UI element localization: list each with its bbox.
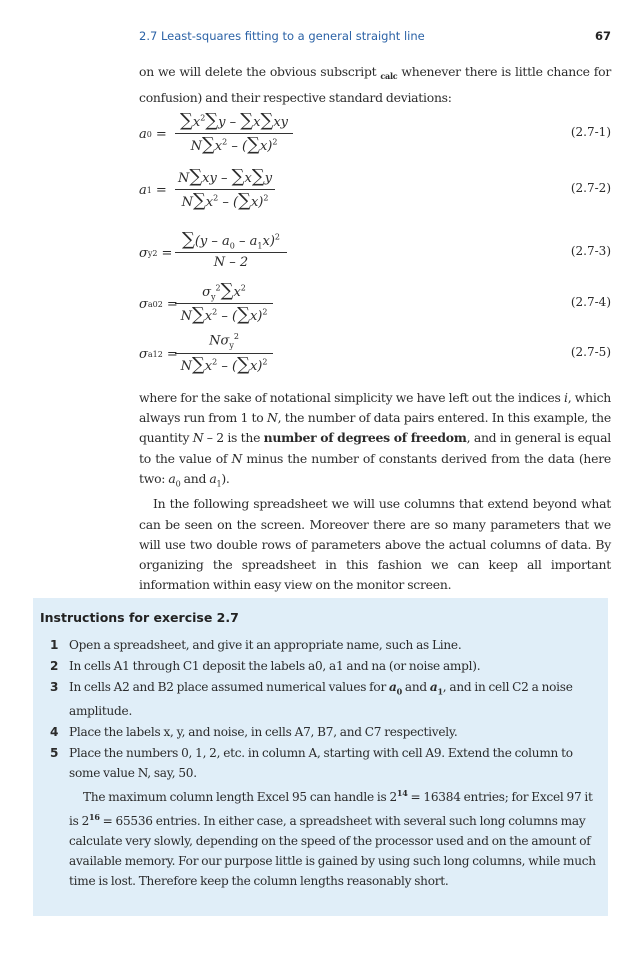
intro-text-a: on we will delete the obvious subscript <box>139 64 381 79</box>
instructions-title: Instructions for exercise 2.7 <box>40 610 239 625</box>
instruction-step: 2 In cells A1 through C1 deposit the labels a0, a1 and na (or noise ampl). <box>50 659 481 673</box>
body-paragraphs <box>139 388 611 596</box>
equation-2-7-1: a 0 = $\sum x^2\sum y - \sum x\sum xy$ $N\sum x^2 - (\sum x)^2$ (2.7-1) <box>139 110 611 155</box>
equation-number: (2.7-1) <box>570 125 611 139</box>
section-title: 2.7 Least-squares fitting to a general straight line <box>139 29 425 43</box>
instruction-step: 4 Place the labels x, y, and noise, in cells A7, B7, and C7 respectively. <box>50 725 458 740</box>
instruction-step: 1 Open a spreadsheet, and give it an appropriate name, such as Line. <box>50 638 462 652</box>
instruction-step: 5 Place the numbers 0, 1, 2, etc. in column A, starting with cell A9. Extend the column to some value N, say, 50. The maximum column length Excel 95 can handle is $2^{14} = 16384$ entries; for Excel 97 it is $2^{16} = 65536$ entries. In either case, a spreadsheet with several such long columns may calculate very slowly, depending on the speed of the processor used and on the amount of available memory. For our purpose little is gained by using such long columns, while much time is lost. Therefore keep the column lengths reasonably short. <box>41 743 596 891</box>
excel-note: The maximum column length Excel 95 can handle is $2^{14} = 16384$ entries; for Excel 97 it is $2^{16} = 65536$ entries. In either case, a spreadsheet with several such long columns may calculate very slowly, depending on the speed of the processor used and on the amount of available memory. For our purpose little is gained by using such long columns, while much time is lost. Therefore keep the column lengths reasonably short. <box>69 788 596 889</box>
equation-number: (2.7-4) <box>570 295 611 309</box>
page-number: 67 <box>594 29 611 43</box>
bold-term: number of degrees of freedom <box>263 430 467 446</box>
instruction-step: 3 In cells A2 and B2 place assumed numerical values for $a_0$ and $a_1$, and in cell C2 a noise amplitude. <box>50 680 573 719</box>
instructions-box <box>33 598 608 916</box>
equation-2-7-3: σ y 2 = $\sum(y - a_0 - a_1x)^2$ N – 2 (2.7-3) <box>139 229 611 270</box>
paragraph-degrees-of-freedom: where for the sake of notational simplicity we have left out the indices i, which always run from 1 to N, the number of data pairs entered. In this example, the quantity N – 2 is the number of degrees of freedom, and in general is equal to the value of N minus the number of constants derived from the data (here two: $a_0$ and $a_1$). <box>139 390 612 489</box>
running-head <box>139 29 611 43</box>
equation-2-7-5: σ a1 2 = $N\sigma_y^2$ $N\sum x^2 - (\sum x)^2$ (2.7-5) <box>139 332 611 375</box>
equation-2-7-2: a 1 = N∑xy – ∑x∑y $N\sum x^2 - (\sum x)^2$ (2.7-2) <box>139 166 611 211</box>
calc-subscript: calc <box>380 71 398 82</box>
equation-number: (2.7-5) <box>570 345 611 359</box>
intro-paragraph <box>139 62 611 108</box>
equation-number: (2.7-2) <box>570 181 611 195</box>
equation-number: (2.7-3) <box>570 244 611 258</box>
equation-2-7-4: σ a0 2 = $\sigma_y^2\sum x^2$ $N\sum x^2 - (\sum x)^2$ (2.7-4) <box>139 280 611 325</box>
instruction-list <box>41 635 596 892</box>
paragraph-spreadsheet-layout: In the following spreadsheet we will use columns that extend beyond what can be seen on the screen. Moreover there are so many parameters that we will use two double rows of parameters above the actual columns of data. By organizing the spreadsheet in this fashion we can keep all important information within easy view on the monitor screen. <box>139 496 611 593</box>
intro-text-b: whenever there is little chance for confusion) and their respective standard deviations: <box>139 64 611 105</box>
